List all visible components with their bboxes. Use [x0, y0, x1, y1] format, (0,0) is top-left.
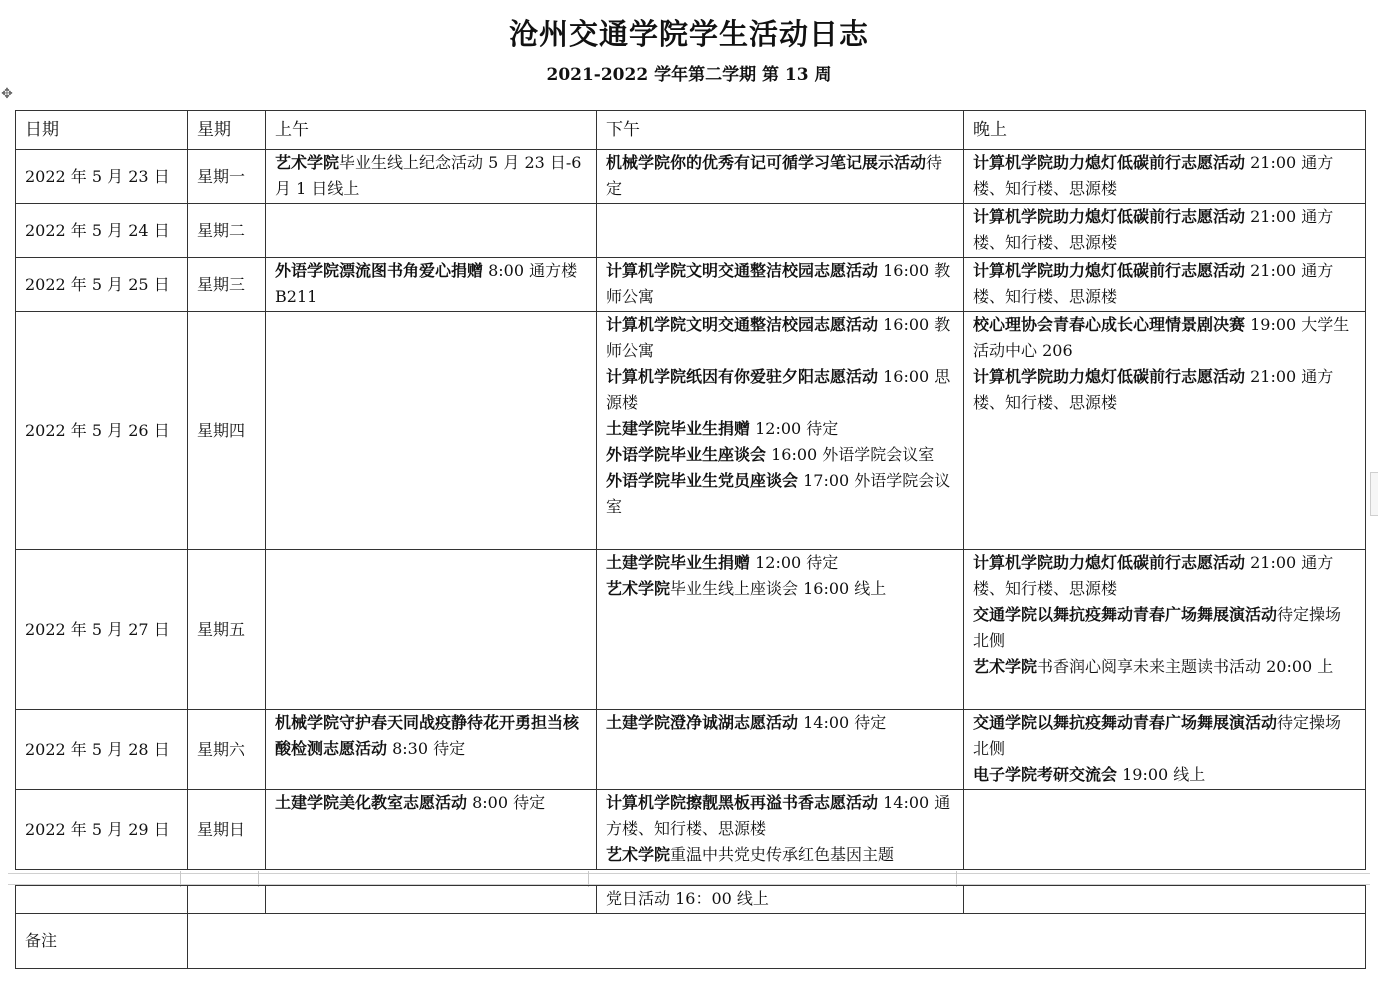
header-afternoon: 下午	[597, 111, 964, 150]
activity-log-table	[15, 110, 1366, 870]
activity-entry	[973, 364, 1356, 416]
cont-afternoon-cell[interactable]: 党日活动 16：00 线上	[597, 886, 964, 914]
continuation-table	[15, 885, 1366, 969]
activity-entry	[275, 710, 587, 762]
activity-entry	[606, 842, 954, 868]
activity-details: 14:00 待定	[798, 713, 887, 732]
activity-entry	[973, 550, 1356, 602]
cont-date-cell[interactable]	[16, 886, 188, 914]
activity-details: 16:00 教师公寓	[606, 261, 951, 306]
activity-details: 12:00 待定	[750, 553, 839, 572]
activity-title: 计算机学院助力熄灯低碳前行志愿活动	[973, 367, 1246, 386]
activity-title: 计算机学院擦靓黑板再溢书香志愿活动	[606, 793, 879, 812]
activity-title: 电子学院考研交流会	[973, 765, 1118, 784]
college-name: 艺术学院	[606, 845, 671, 864]
activity-details: 毕业生线上纪念活动 5 月 23 日-6 月 1 日线上	[275, 153, 582, 198]
remarks-label: 备注	[16, 914, 188, 969]
activity-entry	[973, 602, 1356, 654]
activity-entry	[973, 150, 1356, 202]
cont-morning-cell[interactable]	[266, 886, 597, 914]
afternoon-cell[interactable]	[597, 710, 964, 790]
college-name: 艺术学院	[973, 657, 1038, 676]
activity-title: 计算机学院助力熄灯低碳前行志愿活动	[973, 261, 1246, 280]
weekday-cell[interactable]: 星期一	[188, 150, 266, 204]
morning-cell[interactable]	[266, 150, 597, 204]
morning-cell[interactable]	[266, 204, 597, 258]
activity-entry	[606, 790, 954, 842]
activity-title: 外语学院毕业生座谈会	[606, 445, 767, 464]
morning-cell[interactable]	[266, 550, 597, 710]
activity-details: 12:00 待定	[750, 419, 839, 438]
page-margin-marker	[1370, 472, 1378, 516]
activity-details: 21:00 通方楼、知行楼、思源楼	[973, 553, 1334, 598]
activity-entry	[606, 150, 954, 202]
activity-entry	[973, 710, 1356, 762]
activity-details: 书香润心阅享未来主题读书活动 20:00 上	[1037, 657, 1334, 676]
activity-entry	[973, 312, 1356, 364]
activity-details: 待定	[606, 153, 943, 198]
page-title: 沧州交通学院学生活动日志	[508, 17, 869, 51]
weekday-cell[interactable]: 星期二	[188, 204, 266, 258]
date-cell[interactable]: 2022 年 5 月 29 日	[16, 790, 188, 870]
activity-details: 毕业生线上座谈会 16:00 线上	[670, 579, 887, 598]
activity-details: 待定操场北侧	[973, 605, 1342, 650]
evening-cell[interactable]	[964, 204, 1366, 258]
activity-entry	[606, 468, 954, 520]
evening-cell[interactable]	[964, 150, 1366, 204]
activity-entry	[973, 204, 1356, 256]
weekday-cell[interactable]: 星期三	[188, 258, 266, 312]
activity-entry	[606, 416, 954, 442]
activity-details: 重温中共党史传承红色基因主题	[670, 845, 895, 864]
header-morning: 上午	[266, 111, 597, 150]
evening-cell[interactable]	[964, 710, 1366, 790]
activity-entry	[606, 364, 954, 416]
activity-entry	[275, 790, 587, 816]
table-move-handle-icon[interactable]: ✥	[1, 86, 13, 102]
activity-entry	[275, 150, 587, 202]
date-cell[interactable]: 2022 年 5 月 25 日	[16, 258, 188, 312]
table-header-row	[16, 111, 1366, 150]
afternoon-cell[interactable]	[597, 790, 964, 870]
evening-cell[interactable]	[964, 550, 1366, 710]
activity-title: 机械学院守护春天同战疫静待花开勇担当核酸检测志愿活动	[275, 713, 580, 758]
activity-details: 21:00 通方楼、知行楼、思源楼	[973, 367, 1334, 412]
activity-title: 计算机学院文明交通整洁校园志愿活动	[606, 315, 879, 334]
remarks-row	[16, 914, 1366, 969]
date-cell[interactable]: 2022 年 5 月 26 日	[16, 312, 188, 550]
table-row	[16, 150, 1366, 204]
activity-title: 计算机学院助力熄灯低碳前行志愿活动	[973, 153, 1246, 172]
page-break-divider	[8, 873, 1370, 885]
evening-cell[interactable]	[964, 258, 1366, 312]
evening-cell[interactable]	[964, 312, 1366, 550]
date-cell[interactable]: 2022 年 5 月 28 日	[16, 710, 188, 790]
college-name: 艺术学院	[606, 579, 671, 598]
activity-details: 21:00 通方楼、知行楼、思源楼	[973, 207, 1334, 252]
table-row	[16, 710, 1366, 790]
activity-title: 交通学院以舞抗疫舞动青春广场舞展演活动	[973, 713, 1278, 732]
activity-details: 17:00 外语学院会议室	[606, 471, 951, 516]
activity-entry	[606, 550, 954, 576]
activity-title: 计算机学院助力熄灯低碳前行志愿活动	[973, 207, 1246, 226]
activity-title: 机械学院你的优秀有记可循学习笔记展示活动	[606, 153, 927, 172]
activity-entry	[973, 762, 1356, 788]
activity-entry	[606, 576, 954, 602]
header-evening: 晚上	[964, 111, 1366, 150]
table-row	[16, 550, 1366, 710]
college-name: 艺术学院	[275, 153, 340, 172]
activity-title: 校心理协会青春心成长心理情景剧决赛	[973, 315, 1246, 334]
activity-title: 计算机学院纸因有你爱驻夕阳志愿活动	[606, 367, 879, 386]
afternoon-cell[interactable]	[597, 550, 964, 710]
activity-entry	[606, 312, 954, 364]
activity-details: 16:00 外语学院会议室	[766, 445, 935, 464]
activity-title: 土建学院毕业生捐赠	[606, 419, 751, 438]
activity-details: 8:00 待定	[467, 793, 546, 812]
activity-details: 16:00 教师公寓	[606, 315, 951, 360]
activity-details: 19:00 线上	[1117, 765, 1206, 784]
table-row	[16, 790, 1366, 870]
activity-entry	[973, 258, 1356, 310]
activity-title: 外语学院漂流图书角爱心捐赠	[275, 261, 484, 280]
activity-title: 计算机学院助力熄灯低碳前行志愿活动	[973, 553, 1246, 572]
continuation-row	[16, 886, 1366, 914]
table-row	[16, 204, 1366, 258]
weekday-cell[interactable]: 星期五	[188, 550, 266, 710]
morning-cell[interactable]	[266, 710, 597, 790]
activity-title: 土建学院澄净诚湖志愿活动	[606, 713, 799, 732]
afternoon-cell[interactable]	[597, 150, 964, 204]
weekday-cell[interactable]: 星期日	[188, 790, 266, 870]
weekday-cell[interactable]: 星期四	[188, 312, 266, 550]
page-subtitle: 2021-2022 学年第二学期 第 13 周	[546, 65, 832, 85]
activity-details: 21:00 通方楼、知行楼、思源楼	[973, 153, 1334, 198]
activity-title: 交通学院以舞抗疫舞动青春广场舞展演活动	[973, 605, 1278, 624]
date-cell[interactable]: 2022 年 5 月 27 日	[16, 550, 188, 710]
date-cell[interactable]: 2022 年 5 月 23 日	[16, 150, 188, 204]
activity-details: 待定操场北侧	[973, 713, 1342, 758]
activity-entry	[606, 258, 954, 310]
date-cell[interactable]: 2022 年 5 月 24 日	[16, 204, 188, 258]
activity-entry	[973, 654, 1356, 680]
activity-title: 土建学院美化教室志愿活动	[275, 793, 468, 812]
activity-entry	[275, 258, 587, 310]
weekday-cell[interactable]: 星期六	[188, 710, 266, 790]
afternoon-cell[interactable]	[597, 204, 964, 258]
afternoon-cell[interactable]	[597, 312, 964, 550]
activity-title: 计算机学院文明交通整洁校园志愿活动	[606, 261, 879, 280]
activity-details: 21:00 通方楼、知行楼、思源楼	[973, 261, 1334, 306]
header-day: 星期	[188, 111, 266, 150]
cont-evening-cell[interactable]	[964, 886, 1366, 914]
evening-cell[interactable]	[964, 790, 1366, 870]
activity-title: 土建学院毕业生捐赠	[606, 553, 751, 572]
afternoon-cell[interactable]	[597, 258, 964, 312]
activity-details: 16:00 思源楼	[606, 367, 951, 412]
cont-day-cell[interactable]	[188, 886, 266, 914]
activity-details: 14:00 通方楼、知行楼、思源楼	[606, 793, 951, 838]
activity-entry	[606, 442, 954, 468]
remarks-value[interactable]	[188, 914, 1366, 969]
activity-details: 8:00 通方楼 B211	[275, 261, 578, 306]
morning-cell[interactable]	[266, 790, 597, 870]
morning-cell[interactable]	[266, 258, 597, 312]
activity-details: 8:30 待定	[387, 739, 466, 758]
morning-cell[interactable]	[266, 312, 597, 550]
table-row	[16, 258, 1366, 312]
activity-details: 19:00 大学生活动中心 206	[973, 315, 1350, 360]
header-date: 日期	[16, 111, 188, 150]
activity-title: 外语学院毕业生党员座谈会	[606, 471, 799, 490]
activity-entry	[606, 710, 954, 736]
table-row	[16, 312, 1366, 550]
